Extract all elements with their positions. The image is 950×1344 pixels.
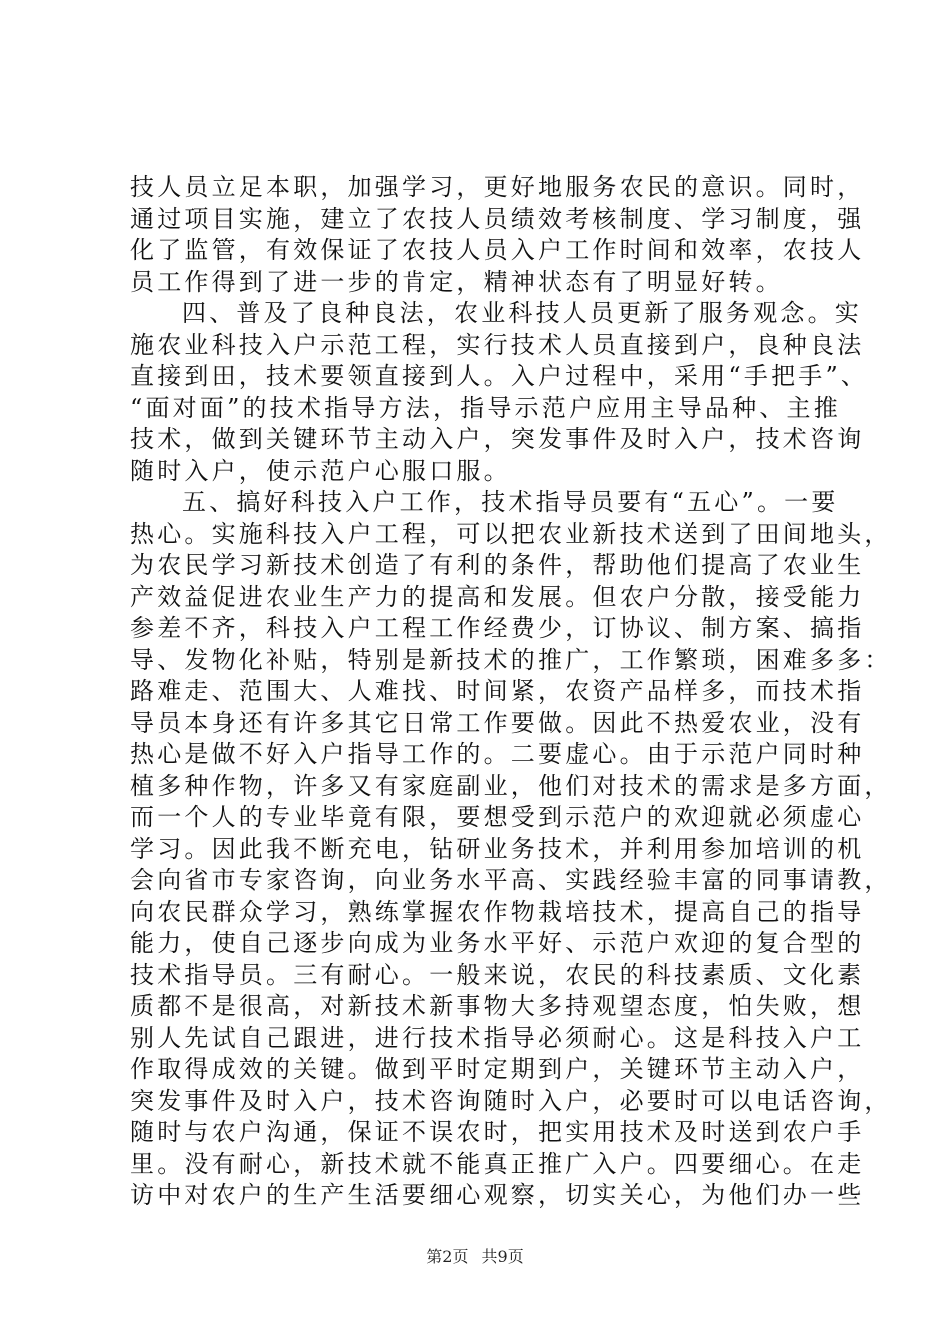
total-pages: 共9页 [481, 1247, 524, 1266]
text-line: 员工作得到了进一步的肯定，精神状态有了明显好转。 [130, 267, 783, 296]
text-line: 会向省市专家咨询，向业务水平高、实践经验丰富的同事请教， [130, 866, 892, 894]
text-line: 五、搞好科技入户工作，技术指导员要有“五心”。一要 [182, 488, 839, 516]
text-line: 热心是做不好入户指导工作的。二要虚心。由于示范户同时种 [130, 740, 865, 768]
text-line: 向农民群众学习，熟练掌握农作物栽培技术，提高自己的指导 [130, 897, 865, 926]
text-line: 路难走、范围大、人难找、时间紧，农资产品样多，而技术指 [130, 677, 865, 705]
text-line: 热心。实施科技入户工程，可以把农业新技术送到了田间地头， [130, 519, 892, 548]
text-line: 访中对农户的生产生活要细心观察，切实关心，为他们办一些 [130, 1181, 865, 1209]
text-line: 技人员立足本职，加强学习，更好地服务农民的意识。同时， [130, 173, 865, 201]
text-line: 植多种作物，许多又有家庭副业，他们对技术的需求是多方面， [130, 771, 892, 800]
text-line: 施农业科技入户示范工程，实行技术人员直接到户，良种良法 [130, 330, 865, 359]
text-line: 能力，使自己逐步向成为业务水平好、示范户欢迎的复合型的 [130, 929, 865, 957]
text-line: 别人先试自己跟进，进行技术指导必须耐心。这是科技入户工 [130, 1023, 865, 1052]
page-number: 第2页 [426, 1247, 469, 1266]
text-line: 里。没有耐心，新技术就不能真正推广入户。四要细心。在走 [130, 1149, 865, 1178]
page-footer [0, 1244, 950, 1267]
document-body [130, 172, 892, 1212]
text-line: 直接到田，技术要领直接到人。入户过程中，采用“手把手”、 [130, 362, 869, 390]
text-line: 而一个人的专业毕竟有限，要想受到示范户的欢迎就必须虚心 [130, 803, 865, 831]
text-line: 化了监管，有效保证了农技人员入户工作时间和效率，农技人 [130, 236, 865, 264]
text-line: 导员本身还有许多其它日常工作要做。因此不热爱农业，没有 [130, 708, 865, 737]
text-line: 四、普及了良种良法，农业科技人员更新了服务观念。实 [182, 299, 862, 327]
text-line: “面对面”的技术指导方法，指导示范户应用主导品种、主推 [130, 393, 841, 422]
text-line: 作取得成效的关键。做到平时定期到户，关键环节主动入户， [130, 1055, 865, 1083]
text-line: 导、发物化补贴，特别是新技术的推广，工作繁琐，困难多多： [130, 645, 892, 674]
text-line: 技术指导员。三有耐心。一般来说，农民的科技素质、文化素 [130, 960, 865, 989]
text-line: 随时与农户沟通，保证不误农时，把实用技术及时送到农户手 [130, 1118, 865, 1146]
text-line: 技术，做到关键环节主动入户，突发事件及时入户，技术咨询 [130, 425, 865, 453]
text-line: 产效益促进农业生产力的提高和发展。但农户分散，接受能力 [130, 582, 865, 611]
text-line: 通过项目实施，建立了农技人员绩效考核制度、学习制度，强 [130, 204, 865, 233]
text-line: 突发事件及时入户，技术咨询随时入户，必要时可以电话咨询， [130, 1086, 892, 1115]
text-line: 随时入户，使示范户心服口服。 [130, 456, 511, 485]
text-line: 为农民学习新技术创造了有利的条件，帮助他们提高了农业生 [130, 551, 865, 579]
text-line: 参差不齐，科技入户工程工作经费少，订协议、制方案、搞指 [130, 614, 865, 642]
text-line: 质都不是很高，对新技术新事物大多持观望态度，怕失败，想 [130, 992, 865, 1020]
text-line: 学习。因此我不断充电，钻研业务技术，并利用参加培训的机 [130, 834, 865, 863]
